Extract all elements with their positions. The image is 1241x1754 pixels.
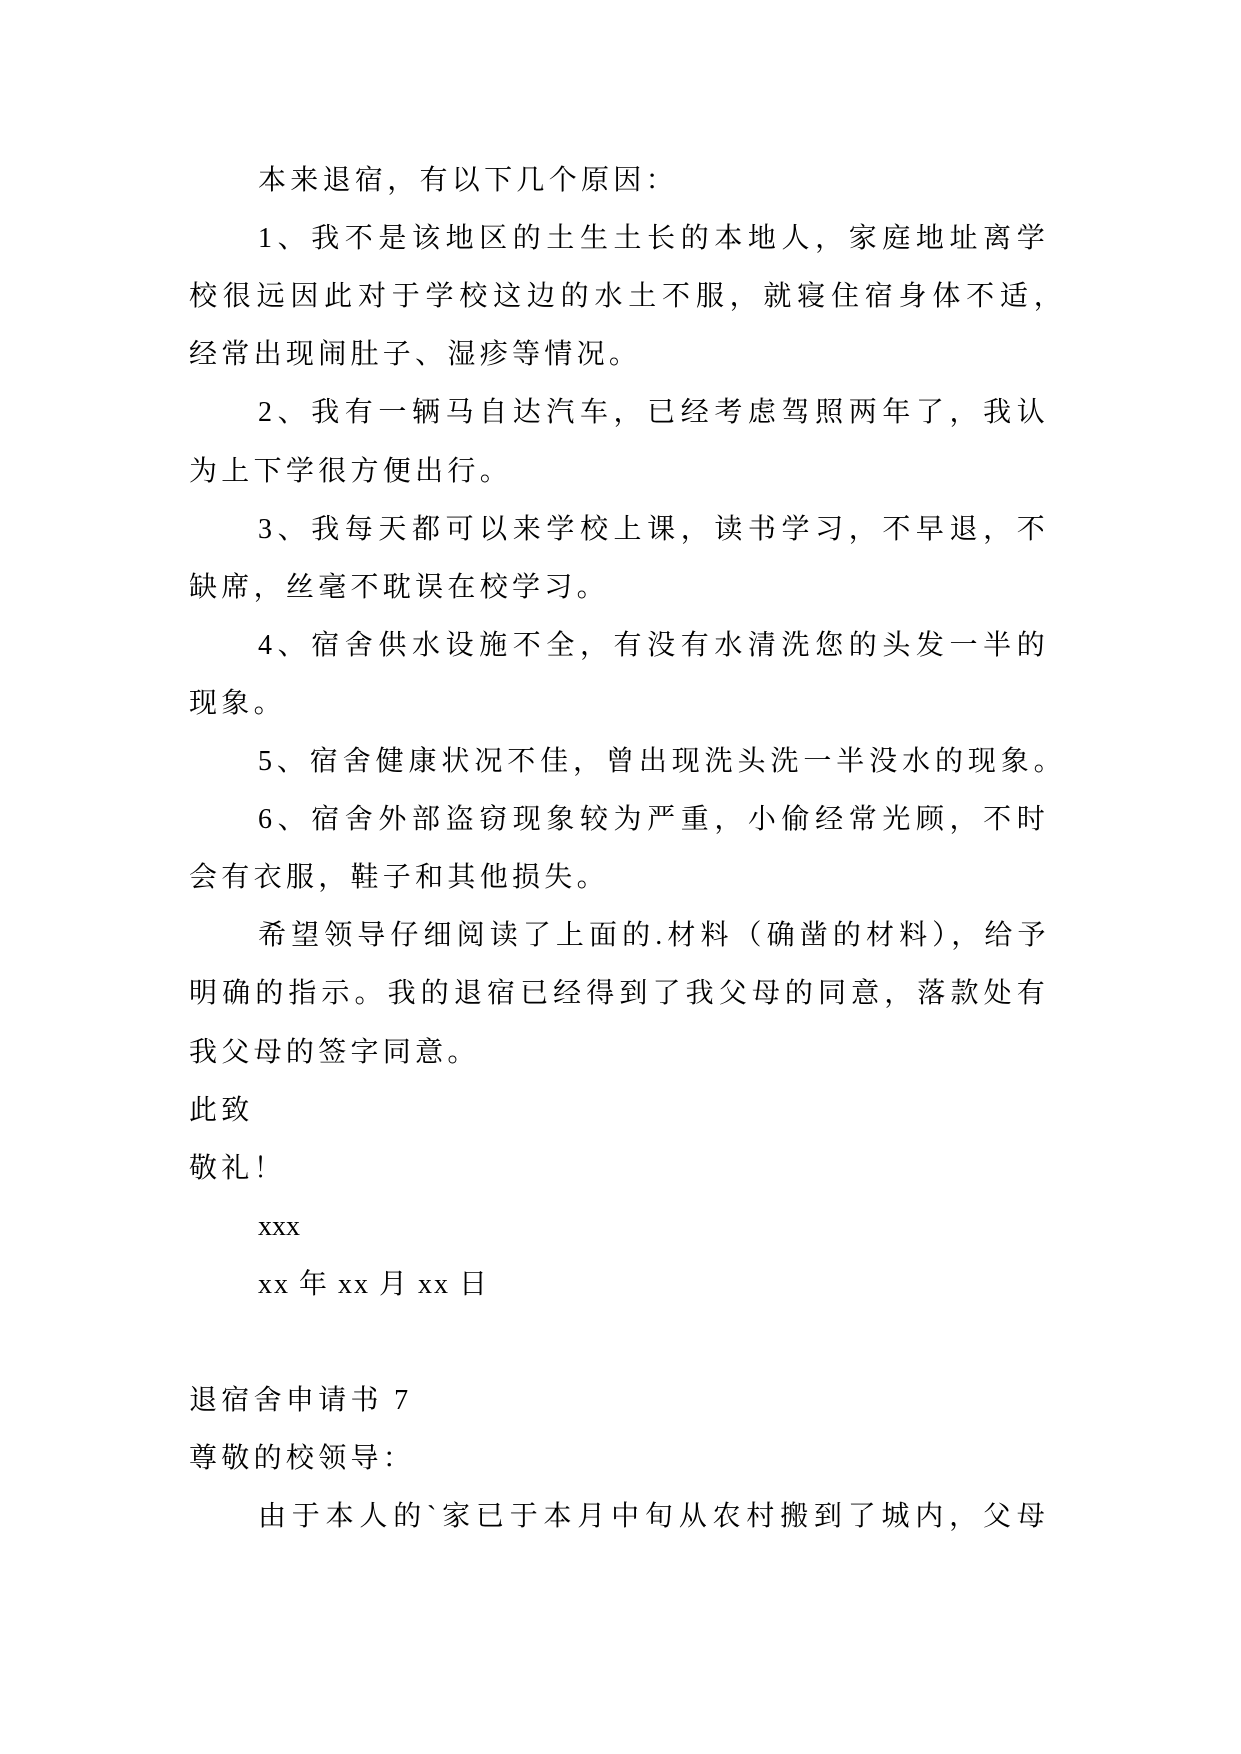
reason-3-line-2: 缺席，丝毫不耽误在校学习。 <box>189 572 609 603</box>
signature-date: xx 年 xx 月 xx 日 <box>258 1269 490 1300</box>
salutation-second: 敬礼！ <box>189 1153 286 1184</box>
reason-1-line-1: 1、我不是该地区的土生土长的本地人，家庭地址离学 <box>258 223 1049 254</box>
intro-line: 本来退宿，有以下几个原因： <box>258 165 678 196</box>
salutation-first: 此致 <box>189 1095 254 1126</box>
reason-6-line-2: 会有衣服，鞋子和其他损失。 <box>189 862 609 893</box>
reason-2-line-1: 2、我有一辆马自达汽车，已经考虑驾照两年了，我认 <box>258 397 1049 428</box>
signature-name: xxx <box>258 1211 300 1242</box>
closing-line-3: 我父母的签字同意。 <box>189 1037 480 1068</box>
reason-4-line-2: 现象。 <box>189 688 286 719</box>
reason-1-line-3: 经常出现闹肚子、湿疹等情况。 <box>189 339 642 370</box>
closing-line-1: 希望领导仔细阅读了上面的.材料（确凿的材料），给予 <box>258 920 1049 951</box>
reason-3-line-1: 3、我每天都可以来学校上课，读书学习，不早退，不 <box>258 514 1049 545</box>
reason-2-line-2: 为上下学很方便出行。 <box>189 456 513 487</box>
reason-4-line-1: 4、宿舍供水设施不全，有没有水清洗您的头发一半的 <box>258 630 1049 661</box>
next-letter-body-line-1: 由于本人的`家已于本月中旬从农村搬到了城内，父母 <box>258 1501 1049 1532</box>
reason-5-line-1: 5、宿舍健康状况不佳，曾出现洗头洗一半没水的现象。 <box>258 746 1066 777</box>
reason-6-line-1: 6、宿舍外部盗窃现象较为严重，小偷经常光顾，不时 <box>258 804 1049 835</box>
reason-1-line-2: 校很远因此对于学校这边的水土不服，就寝住宿身体不适， <box>189 281 1066 312</box>
closing-line-2: 明确的指示。我的退宿已经得到了我父母的同意，落款处有 <box>189 978 1049 1009</box>
next-letter-title: 退宿舍申请书 7 <box>189 1385 413 1416</box>
next-letter-greeting: 尊敬的校领导： <box>189 1443 416 1474</box>
